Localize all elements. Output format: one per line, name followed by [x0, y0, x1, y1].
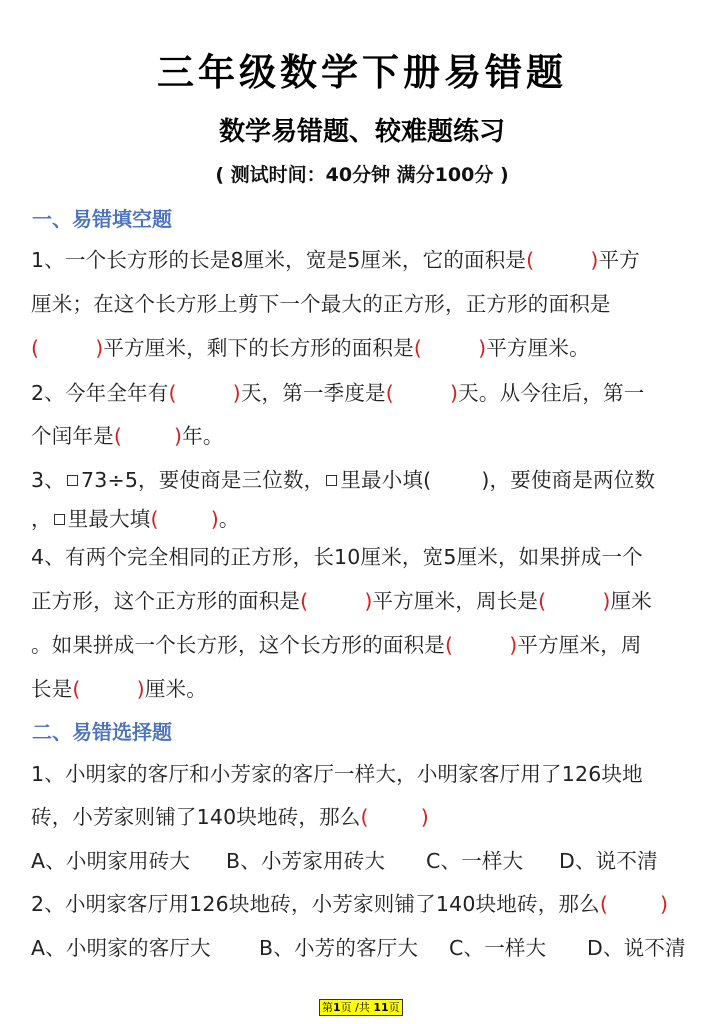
- section-heading-multiple-choice: 二、易错选择题: [32, 720, 172, 744]
- fill-q1-line3: [31, 331, 695, 361]
- text: 73÷5，要使商是三位数，: [80, 468, 325, 492]
- answer-blank[interactable]: ( ): [385, 381, 459, 405]
- answer-blank[interactable]: ( ): [168, 381, 241, 405]
- digit-box-icon: [54, 514, 65, 525]
- section-heading-fill-blank: 一、易错填空题: [32, 207, 172, 231]
- choice-q1-options: [31, 844, 695, 874]
- text: 砖，小芳家则铺了140块地砖，那么: [31, 805, 361, 829]
- option-c[interactable]: C、一样大: [449, 936, 547, 960]
- fill-q2-line2: [31, 419, 695, 449]
- text: 2、今年全年有: [31, 381, 169, 405]
- answer-blank[interactable]: ( ): [526, 248, 599, 272]
- text: 1、一个长方形的长是8厘米，宽是5厘米，它的面积是: [31, 248, 527, 272]
- text: 平方厘米，周长是: [372, 589, 539, 613]
- text: 天。从今往后，第一: [458, 381, 645, 405]
- text: 厘米。: [144, 677, 207, 701]
- answer-blank[interactable]: ( ): [31, 336, 104, 360]
- text: 页 /共: [340, 1001, 374, 1014]
- answer-blank[interactable]: ( ): [599, 892, 669, 916]
- option-a[interactable]: A、小明家的客厅大: [31, 936, 211, 960]
- text: 。: [218, 507, 240, 531]
- choice-q1-line2: [31, 800, 695, 830]
- option-d[interactable]: D、说不清: [559, 849, 658, 873]
- text: 里最小填(: [340, 468, 432, 492]
- text: 个闰年是: [31, 424, 114, 448]
- test-meta: ( 测试时间：40分钟 满分100分 ): [215, 164, 509, 186]
- answer-blank[interactable]: ( ): [300, 589, 373, 613]
- digit-box-icon: [67, 475, 78, 486]
- choice-q2-options: [31, 931, 695, 961]
- answer-blank[interactable]: ( ): [113, 424, 183, 448]
- answer-blank[interactable]: ( ): [538, 589, 611, 613]
- text: 平方厘米。: [486, 336, 590, 360]
- page-subtitle: 数学易错题、较难题练习: [218, 117, 505, 147]
- text: ，: [31, 507, 52, 531]
- text: )，要使商是两位数: [481, 468, 656, 492]
- total-pages: 11: [373, 1001, 389, 1014]
- text: 里最大填: [67, 507, 151, 531]
- page-title: 三年级数学下册易错题: [157, 51, 567, 94]
- text: 天，第一季度是: [240, 381, 386, 405]
- answer-blank[interactable]: ( ): [360, 805, 429, 829]
- fill-q1-line2: 厘米；在这个长方形上剪下一个最大的正方形，正方形的面积是: [31, 292, 611, 316]
- choice-q1-line1: 1、小明家的客厅和小芳家的客厅一样大，小明家客厅用了126块地: [31, 762, 643, 786]
- text: 平方厘米，周: [517, 633, 642, 657]
- text: 第: [322, 1001, 333, 1014]
- option-d[interactable]: D、说不清: [587, 936, 686, 960]
- fill-q2-line1: [31, 376, 695, 406]
- option-b[interactable]: B、小芳家用砖大: [226, 849, 386, 873]
- text: 页: [388, 1001, 400, 1014]
- option-c[interactable]: C、一样大: [426, 849, 524, 873]
- current-page: 1: [333, 1001, 341, 1014]
- text: 2、小明家客厅用126块地砖，小芳家则铺了140块地砖，那么: [31, 892, 600, 916]
- fill-q3-line2: [31, 502, 695, 532]
- answer-blank[interactable]: ( ): [150, 507, 219, 531]
- text: 平方厘米，剩下的长方形的面积是: [103, 336, 414, 360]
- fill-q4-line4: [31, 672, 695, 702]
- fill-q4-line3: [31, 628, 695, 658]
- fill-q1-line1: [31, 243, 695, 273]
- option-a[interactable]: A、小明家用砖大: [31, 849, 191, 873]
- text: 3、: [31, 468, 65, 492]
- answer-blank[interactable]: ( ): [445, 633, 518, 657]
- fill-q3-line1: [31, 463, 695, 493]
- answer-blank[interactable]: ( ): [72, 677, 145, 701]
- answer-blank[interactable]: ( ): [413, 336, 487, 360]
- text: 厘米: [610, 589, 652, 613]
- option-b[interactable]: B、小芳的客厅大: [259, 936, 419, 960]
- page-indicator: [319, 999, 403, 1016]
- text: 年。: [182, 424, 224, 448]
- text: 。如果拼成一个长方形，这个长方形的面积是: [31, 633, 445, 657]
- fill-q4-line2: [31, 584, 695, 614]
- text: 长是: [31, 677, 73, 701]
- digit-box-icon: [326, 475, 337, 486]
- fill-q4-line1: 4、有两个完全相同的正方形，长10厘米，宽5厘米，如果拼成一个: [31, 545, 643, 569]
- text: 正方形，这个正方形的面积是: [31, 589, 301, 613]
- choice-q2-line1: [31, 887, 695, 917]
- text: 平方: [598, 248, 640, 272]
